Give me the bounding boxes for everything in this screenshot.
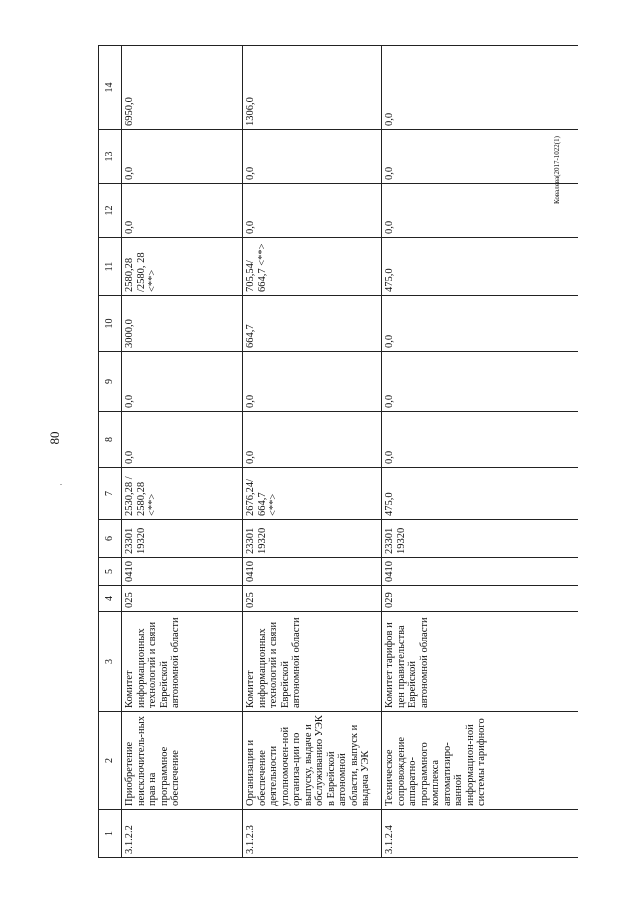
- header-cell: 12: [99, 184, 122, 238]
- value-col11: 2580,28 /2580, 28 <**>: [122, 238, 243, 296]
- value-col14: 1306,0: [243, 46, 382, 130]
- value-col11: 475,0: [382, 238, 579, 296]
- header-cell: 14: [99, 46, 122, 130]
- header-cell: 9: [99, 352, 122, 412]
- header-cell: 5: [99, 558, 122, 586]
- item-name: Организация и обеспечение деятельности уполномочен-ной организа-ции по выпуску, выдаче и обслуживанию УЭК в Еврейской автономной области, выпуск и выдача УЭК: [243, 712, 382, 810]
- header-cell: 13: [99, 130, 122, 184]
- value-col13: 0,0: [243, 130, 382, 184]
- header-cell: 2: [99, 712, 122, 810]
- value-col9: 0,0: [243, 352, 382, 412]
- code-section: 0410: [243, 558, 382, 586]
- code-grbs: 029: [382, 586, 579, 612]
- value-col12: 0,0: [122, 184, 243, 238]
- scan-dot: ·: [56, 483, 66, 486]
- code-target: 23301 19320: [243, 520, 382, 558]
- value-col13: 0,0: [382, 130, 579, 184]
- budget-table: [98, 45, 578, 858]
- value-col12: 0,0: [382, 184, 579, 238]
- value-col8: 0,0: [382, 412, 579, 468]
- value-col7: 2676,24/ 664,7 <**>: [243, 468, 382, 520]
- executor: Комитет информационных технологий и связи Еврейской автономной области: [122, 612, 243, 712]
- code-target: 23301 19320: [382, 520, 579, 558]
- value-col14: 0,0: [382, 46, 579, 130]
- executor: Комитет тарифов и цен правительства Еврейской автономной области: [382, 612, 579, 712]
- table-row: [122, 46, 243, 858]
- value-col14: 6950,0: [122, 46, 243, 130]
- code-grbs: 025: [243, 586, 382, 612]
- table-row: [382, 46, 579, 858]
- item-number: 3.1.2.3: [243, 810, 382, 858]
- header-cell: 4: [99, 586, 122, 612]
- header-cell: 8: [99, 412, 122, 468]
- executor: Комитет информационных технологий и связи Еврейской автономной области: [243, 612, 382, 712]
- value-col10: 3000,0: [122, 296, 243, 352]
- value-col12: 0,0: [243, 184, 382, 238]
- value-col8: 0,0: [122, 412, 243, 468]
- header-cell: 10: [99, 296, 122, 352]
- code-grbs: 025: [122, 586, 243, 612]
- value-col7: 2530,28 / 2580,28 <**>: [122, 468, 243, 520]
- value-col9: 0,0: [122, 352, 243, 412]
- item-number: 3.1.2.2: [122, 810, 243, 858]
- header-row: [99, 46, 122, 858]
- header-cell: 6: [99, 520, 122, 558]
- value-col7: 475,0: [382, 468, 579, 520]
- code-section: 0410: [122, 558, 243, 586]
- header-cell: 7: [99, 468, 122, 520]
- value-col8: 0,0: [243, 412, 382, 468]
- value-col9: 0,0: [382, 352, 579, 412]
- value-col11: 705,54/ 664,7 <**>: [243, 238, 382, 296]
- header-cell: 1: [99, 810, 122, 858]
- code-target: 23301 19320: [122, 520, 243, 558]
- value-col10: 0,0: [382, 296, 579, 352]
- header-cell: 3: [99, 612, 122, 712]
- budget-table-rotated: [98, 46, 578, 858]
- page-number: 80: [47, 431, 62, 445]
- value-col10: 664,7: [243, 296, 382, 352]
- item-name: Приобретение неисключитель-ных прав на программное обеспечение: [122, 712, 243, 810]
- header-cell: 11: [99, 238, 122, 296]
- code-section: 0410: [382, 558, 579, 586]
- table-row: [243, 46, 382, 858]
- value-col13: 0,0: [122, 130, 243, 184]
- item-name: Техническое сопровождение аппаратно-программного комплекса автоматизиро-ванной информацион-ной системы тарифного: [382, 712, 579, 810]
- footer-stamp: Ковалева(2017-1022(1): [553, 136, 561, 204]
- item-number: 3.1.2.4: [382, 810, 579, 858]
